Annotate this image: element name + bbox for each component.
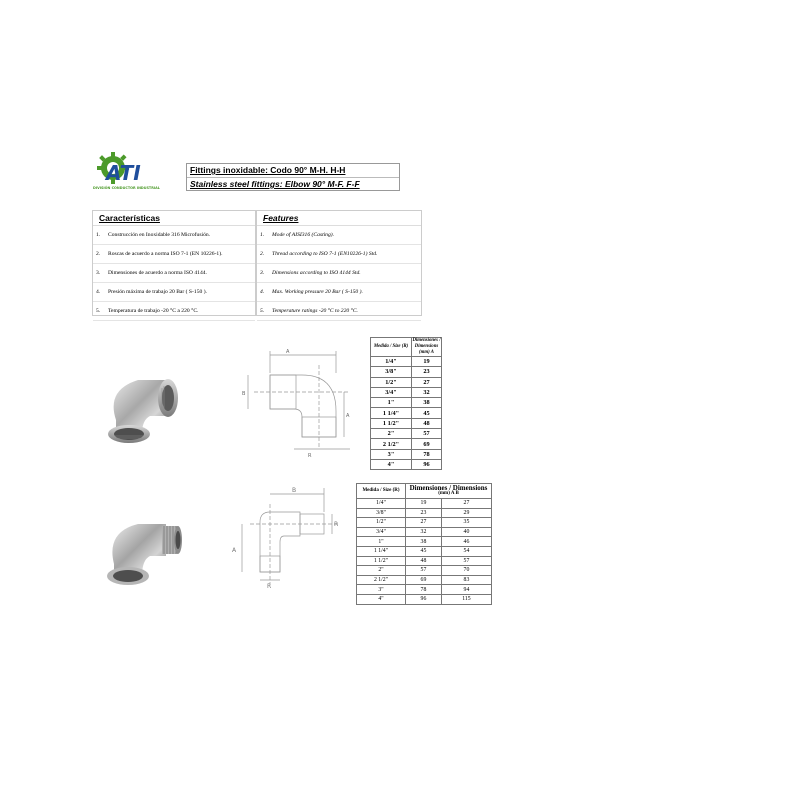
dimension-a-cell: 23 (412, 367, 442, 377)
feature-number: 1. (96, 232, 101, 238)
dimension-table-mf (356, 483, 492, 605)
dim-label-b: B (242, 391, 246, 397)
table2-header-dim-title: Dimensiones / Dimensions (409, 484, 488, 492)
table-row (357, 594, 492, 604)
dimension-a-cell: 27 (406, 518, 442, 528)
dimension-b-cell: 94 (441, 585, 491, 595)
dimension-b-cell: 54 (441, 546, 491, 556)
title-box (186, 163, 400, 191)
feature-text: Presión máxima de trabajo 20 Bar ( S-150 ). (108, 289, 207, 295)
dimension-a-cell: 48 (406, 556, 442, 566)
feature-row (257, 226, 421, 245)
feature-text: Thread according to ISO 7-1 (EN10226-1) Std. (272, 251, 378, 257)
dimension-a-cell: 96 (406, 594, 442, 604)
dim2-label-r-bottom: R (267, 583, 272, 590)
feature-text: Dimensions according to ISO 4144 Std. (272, 270, 361, 276)
feature-number: 4. (260, 289, 265, 295)
size-cell: 3/4" (371, 387, 412, 397)
table-row (357, 527, 492, 537)
logo-subtitle: DIVISIÓN CONDUCTOR INDUSTRIAL (93, 186, 160, 190)
table-row (357, 556, 492, 566)
dimension-a-cell: 38 (406, 537, 442, 547)
size-cell: 2" (371, 429, 412, 439)
features-spanish-heading: Características (93, 211, 255, 226)
table-row (357, 499, 492, 509)
feature-number: 2. (96, 251, 101, 257)
table-row (357, 508, 492, 518)
size-cell: 1" (371, 398, 412, 408)
feature-text: Construcción en Inoxidable 316 Microfusión. (108, 232, 211, 238)
size-cell: 2 1/2" (357, 575, 406, 585)
dimension-a-cell: 57 (406, 566, 442, 576)
feature-text: Roscas de acuerdo a norma ISO 7-1 (EN 10226-1). (108, 251, 223, 257)
table-row (371, 439, 442, 449)
size-cell: 1 1/2" (371, 418, 412, 428)
size-cell: 3" (357, 585, 406, 595)
feature-number: 5. (96, 308, 101, 314)
dimension-a-cell: 48 (412, 418, 442, 428)
title-english: Stainless steel fittings: Elbow 90° M-F. F-F (190, 179, 360, 189)
dimension-a-cell: 45 (406, 546, 442, 556)
feature-row (93, 226, 255, 245)
feature-row (257, 302, 421, 321)
feature-row (93, 264, 255, 283)
dimension-a-cell: 69 (406, 575, 442, 585)
elbow-ff-photo (98, 372, 184, 456)
dimension-b-cell: 35 (441, 518, 491, 528)
feature-row (93, 245, 255, 264)
table-row (357, 566, 492, 576)
elbow-mf-photo (98, 512, 184, 598)
dimension-b-cell: 57 (441, 556, 491, 566)
table-row (371, 377, 442, 387)
size-cell: 3/4" (357, 527, 406, 537)
feature-row (257, 264, 421, 283)
feature-number: 3. (260, 270, 265, 276)
elbow-mf-technical-drawing (222, 480, 350, 592)
feature-number: 1. (260, 232, 265, 238)
table-row (371, 367, 442, 377)
size-cell: 1/4" (357, 499, 406, 509)
feature-row (93, 283, 255, 302)
feature-text: Mode of AISI316 (Casting). (272, 232, 335, 238)
dimension-a-cell: 78 (412, 449, 442, 459)
table-row (371, 459, 442, 469)
size-cell: 4" (371, 459, 412, 469)
dimension-a-cell: 19 (412, 357, 442, 367)
title-spanish: Fittings inoxidable: Codo 90° M-H. H-H (187, 164, 399, 178)
elbow-ff-technical-drawing (240, 345, 360, 457)
dimension-table-ff (370, 337, 442, 470)
table2-header-dim (406, 484, 492, 499)
dimension-a-cell: 57 (412, 429, 442, 439)
size-cell: 1/4" (371, 357, 412, 367)
feature-number: 2. (260, 251, 265, 257)
size-cell: 3/8" (357, 508, 406, 518)
table1-header-size: Medida / Size (R) (371, 338, 412, 357)
feature-number: 5. (260, 308, 265, 314)
table-row (371, 449, 442, 459)
table-row (371, 408, 442, 418)
dimension-b-cell: 83 (441, 575, 491, 585)
table-row (357, 546, 492, 556)
features-spanish-table (92, 210, 256, 316)
feature-text: Dimensiones de acuerdo a norma ISO 4144. (108, 270, 207, 276)
dim2-label-b: B (292, 487, 297, 494)
feature-number: 4. (96, 289, 101, 295)
size-cell: 3" (371, 449, 412, 459)
table-row (357, 518, 492, 528)
size-cell: 2" (357, 566, 406, 576)
dimension-a-cell: 23 (406, 508, 442, 518)
dimension-a-cell: 27 (412, 377, 442, 387)
logo-text: ATI (106, 161, 141, 185)
dimension-a-cell: 78 (406, 585, 442, 595)
table-row (371, 429, 442, 439)
feature-number: 3. (96, 270, 101, 276)
feature-text: Temperature ratings -20 °C to 220 °C. (272, 308, 358, 314)
size-cell: 1/2" (371, 377, 412, 387)
dim2-label-a: A (232, 547, 237, 554)
dim-label-a: A (286, 349, 290, 355)
dimension-a-cell: 38 (412, 398, 442, 408)
table2-header-size: Medida / Size (R) (357, 484, 406, 499)
size-cell: 1" (357, 537, 406, 547)
dimension-b-cell: 29 (441, 508, 491, 518)
table1-header-dim: Dimensiones / Dimensions (mm) A (412, 338, 441, 355)
dimension-b-cell: 115 (441, 594, 491, 604)
size-cell: 1 1/2" (357, 556, 406, 566)
dimension-a-cell: 96 (412, 459, 442, 469)
feature-row (257, 283, 421, 302)
feature-text: Temperatura de trabajo -20 °C a 220 °C. (108, 308, 199, 314)
dim-label-a-side: A (346, 413, 350, 419)
table-row (357, 575, 492, 585)
table-row (357, 585, 492, 595)
feature-text: Max. Working pressure 20 Bar ( S-150 ). (272, 289, 363, 295)
table-row (371, 357, 442, 367)
dimension-a-cell: 19 (406, 499, 442, 509)
table-row (371, 418, 442, 428)
feature-row (93, 302, 255, 321)
size-cell: 1 1/4" (371, 408, 412, 418)
ati-logo (92, 150, 164, 192)
dim2-label-r-right: R (334, 521, 339, 528)
table-row (371, 398, 442, 408)
dimension-a-cell: 32 (406, 527, 442, 537)
dimension-a-cell: 45 (412, 408, 442, 418)
table2-header-dim-sub: (mm) A B (438, 491, 459, 496)
dimension-b-cell: 46 (441, 537, 491, 547)
table-row (357, 537, 492, 547)
dimension-b-cell: 27 (441, 499, 491, 509)
dimension-b-cell: 70 (441, 566, 491, 576)
feature-row (257, 245, 421, 264)
dim-label-r: R (308, 453, 312, 457)
features-english-table (256, 210, 422, 316)
size-cell: 1 1/4" (357, 546, 406, 556)
dimension-a-cell: 69 (412, 439, 442, 449)
features-english-heading: Features (257, 211, 421, 226)
dimension-a-cell: 32 (412, 387, 442, 397)
dimension-b-cell: 40 (441, 527, 491, 537)
size-cell: 2 1/2" (371, 439, 412, 449)
table-row (371, 387, 442, 397)
size-cell: 1/2" (357, 518, 406, 528)
size-cell: 3/8" (371, 367, 412, 377)
size-cell: 4" (357, 594, 406, 604)
